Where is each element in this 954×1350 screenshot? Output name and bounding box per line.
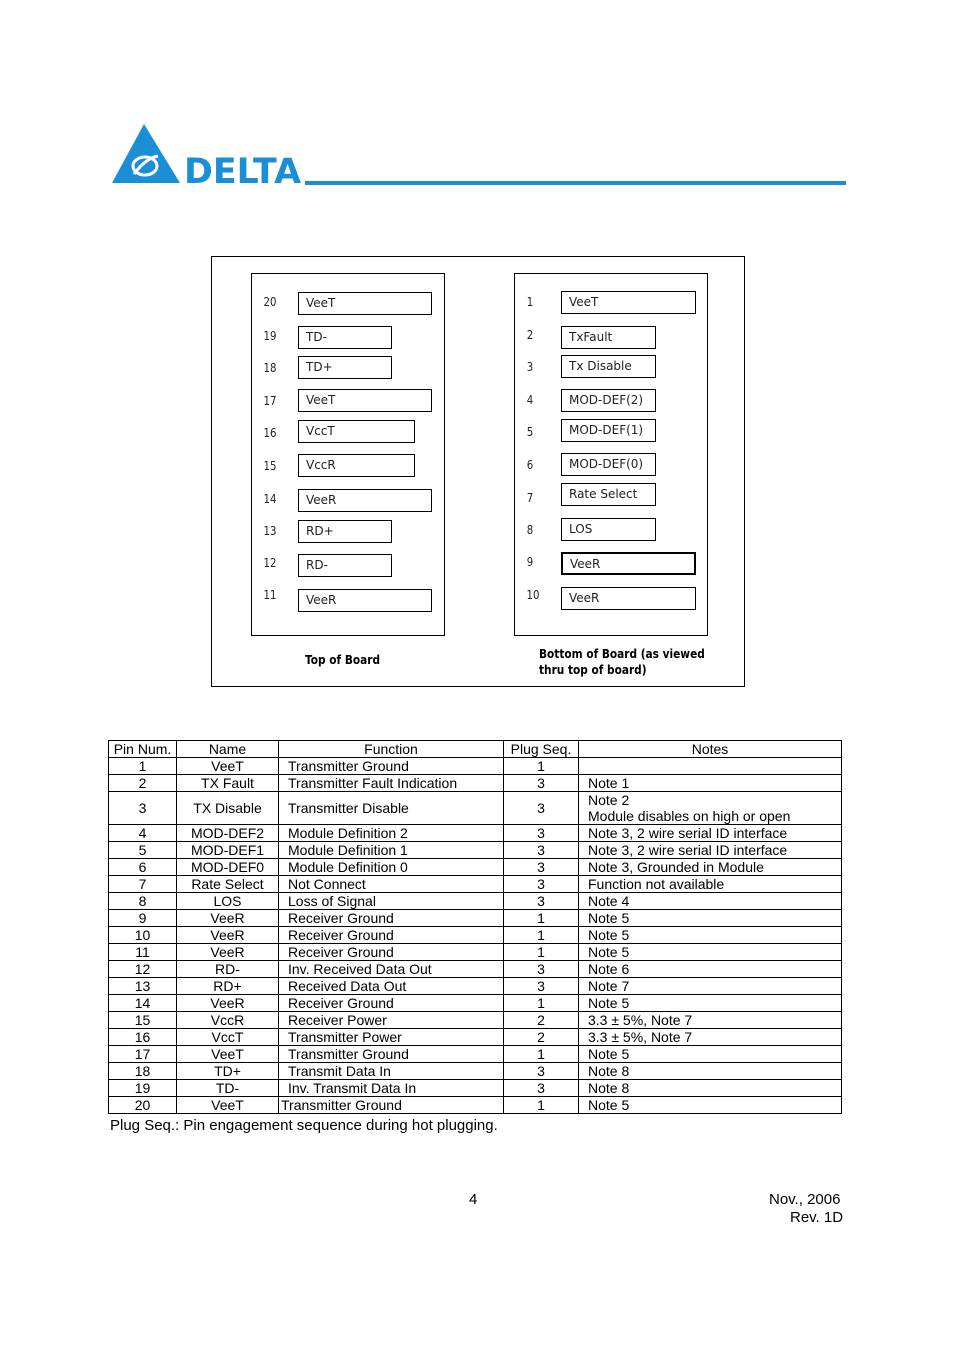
cell-name: MOD-DEF1 (177, 842, 279, 859)
cell-name: VeeR (177, 995, 279, 1012)
bottom-board (514, 273, 708, 636)
table-row (109, 1012, 842, 1029)
cell-plug-seq: 1 (504, 910, 579, 927)
cell-function: Receiver Power (279, 1012, 504, 1029)
cell-name: VeeT (177, 758, 279, 775)
header-plug-seq: Plug Seq. (504, 741, 579, 758)
cell-plug-seq: 3 (504, 978, 579, 995)
cell-pin: 9 (109, 910, 177, 927)
header-pin-num: Pin Num. (109, 741, 177, 758)
header-name: Name (177, 741, 279, 758)
bottom-board-caption-line2: thru top of board) (539, 663, 647, 677)
cell-name: VeeR (177, 910, 279, 927)
cell-function: Receiver Ground (279, 910, 504, 927)
cell-notes: Note 5 (579, 927, 842, 944)
pin-number: 17 (263, 394, 277, 408)
pin-label: Tx Disable (561, 355, 656, 378)
cell-plug-seq: 1 (504, 758, 579, 775)
pin-label: MOD-DEF(2) (561, 389, 656, 412)
cell-pin: 18 (109, 1063, 177, 1080)
pin-number: 20 (263, 295, 277, 309)
cell-pin: 20 (109, 1097, 177, 1114)
pin-label: MOD-DEF(1) (561, 419, 656, 442)
pin-label: VeeR (298, 489, 432, 512)
pin-label: VccT (298, 420, 415, 443)
table-row (109, 1080, 842, 1097)
cell-plug-seq: 3 (504, 825, 579, 842)
pin-number: 1 (526, 295, 534, 309)
table-row (109, 859, 842, 876)
cell-function: Receiver Ground (279, 944, 504, 961)
header-rule (305, 181, 846, 185)
cell-notes: Note 5 (579, 1046, 842, 1063)
cell-plug-seq: 1 (504, 995, 579, 1012)
cell-plug-seq: 3 (504, 792, 579, 825)
pin-number: 16 (263, 426, 277, 440)
pin-number: 4 (526, 393, 534, 407)
top-board-caption: Top of Board (305, 653, 381, 667)
pin-label: TxFault (561, 326, 656, 349)
cell-plug-seq: 1 (504, 927, 579, 944)
cell-pin: 8 (109, 893, 177, 910)
pin-label: VeeR (561, 552, 696, 575)
cell-plug-seq: 3 (504, 842, 579, 859)
cell-function: Transmitter Ground (279, 758, 504, 775)
table-row (109, 978, 842, 995)
cell-notes: 3.3 ± 5%, Note 7 (579, 1029, 842, 1046)
table-row (109, 893, 842, 910)
pin-label: TD- (298, 326, 392, 349)
cell-plug-seq: 3 (504, 1080, 579, 1097)
cell-notes: Note 5 (579, 910, 842, 927)
cell-name: RD- (177, 961, 279, 978)
cell-name: TD+ (177, 1063, 279, 1080)
cell-notes: Note 6 (579, 961, 842, 978)
pin-label: VeeT (298, 292, 432, 315)
cell-function: Transmit Data In (279, 1063, 504, 1080)
plug-seq-footnote: Plug Seq.: Pin engagement sequence during hot plugging. (110, 1117, 498, 1134)
cell-function: Module Definition 2 (279, 825, 504, 842)
pin-number: 10 (526, 588, 540, 602)
cell-function: Transmitter Ground (279, 1097, 504, 1114)
cell-pin: 12 (109, 961, 177, 978)
table-row (109, 961, 842, 978)
cell-function: Transmitter Disable (279, 792, 504, 825)
cell-function: Not Connect (279, 876, 504, 893)
cell-function: Module Definition 0 (279, 859, 504, 876)
cell-name: VeeT (177, 1046, 279, 1063)
delta-logo-graphic (110, 122, 305, 186)
cell-name: VeeT (177, 1097, 279, 1114)
cell-plug-seq: 3 (504, 859, 579, 876)
cell-notes: Note 5 (579, 995, 842, 1012)
pin-label: VeeT (561, 291, 696, 314)
pin-label: Rate Select (561, 483, 656, 506)
cell-name: LOS (177, 893, 279, 910)
cell-function: Transmitter Ground (279, 1046, 504, 1063)
pin-label: VeeR (298, 589, 432, 612)
cell-name: VccT (177, 1029, 279, 1046)
cell-name: TD- (177, 1080, 279, 1097)
notes-line: Module disables on high or open (588, 808, 791, 824)
cell-pin: 10 (109, 927, 177, 944)
table-row (109, 842, 842, 859)
cell-name: VeeR (177, 944, 279, 961)
brand-text: DELTA (184, 152, 301, 186)
table-row (109, 1097, 842, 1114)
pin-label: RD- (298, 554, 392, 577)
top-board (251, 273, 445, 636)
cell-notes: Note 4 (579, 893, 842, 910)
table-row (109, 758, 842, 775)
cell-function: Transmitter Power (279, 1029, 504, 1046)
pin-number: 11 (263, 588, 277, 602)
cell-pin: 13 (109, 978, 177, 995)
cell-pin: 17 (109, 1046, 177, 1063)
pin-label: VeeT (298, 389, 432, 412)
cell-name: TX Disable (177, 792, 279, 825)
table-row (109, 944, 842, 961)
pin-number: 19 (263, 329, 277, 343)
table-row (109, 825, 842, 842)
pin-number: 8 (526, 523, 534, 537)
cell-name: MOD-DEF0 (177, 859, 279, 876)
table-row (109, 792, 842, 825)
cell-pin: 7 (109, 876, 177, 893)
cell-plug-seq: 3 (504, 1063, 579, 1080)
pin-number: 5 (526, 425, 534, 439)
pin-definition-table (108, 740, 842, 1114)
cell-pin: 5 (109, 842, 177, 859)
cell-pin: 16 (109, 1029, 177, 1046)
cell-function: Inv. Transmit Data In (279, 1080, 504, 1097)
cell-notes: Note 8 (579, 1063, 842, 1080)
cell-notes: Function not available (579, 876, 842, 893)
cell-function: Receiver Ground (279, 995, 504, 1012)
cell-notes: Note 3, 2 wire serial ID interface (579, 825, 842, 842)
pin-label: VccR (298, 454, 415, 477)
cell-pin: 14 (109, 995, 177, 1012)
pin-number: 9 (526, 555, 534, 569)
table-row (109, 995, 842, 1012)
footer-revision: Rev. 1D (790, 1209, 844, 1226)
pin-label: RD+ (298, 520, 392, 543)
cell-pin: 1 (109, 758, 177, 775)
pin-number: 14 (263, 492, 277, 506)
pin-number: 7 (526, 491, 534, 505)
pin-number: 18 (263, 361, 277, 375)
cell-function: Transmitter Fault Indication (279, 775, 504, 792)
notes-line: Note 2 (588, 792, 630, 808)
cell-function: Inv. Received Data Out (279, 961, 504, 978)
pin-number: 13 (263, 524, 277, 538)
cell-pin: 11 (109, 944, 177, 961)
cell-notes: Note 7 (579, 978, 842, 995)
pin-label: LOS (561, 518, 656, 541)
header-notes: Notes (579, 741, 842, 758)
pin-diagram (211, 256, 745, 687)
cell-name: VccR (177, 1012, 279, 1029)
cell-name: RD+ (177, 978, 279, 995)
cell-plug-seq: 3 (504, 893, 579, 910)
pin-label: VeeR (561, 587, 696, 610)
table-row (109, 910, 842, 927)
cell-name: VeeR (177, 927, 279, 944)
pin-label: MOD-DEF(0) (561, 453, 656, 476)
cell-notes: Note 3, 2 wire serial ID interface (579, 842, 842, 859)
cell-plug-seq: 3 (504, 876, 579, 893)
table-header-row (109, 741, 842, 758)
pin-number: 6 (526, 458, 534, 472)
cell-pin: 3 (109, 792, 177, 825)
cell-plug-seq: 2 (504, 1029, 579, 1046)
table-row (109, 775, 842, 792)
cell-name: MOD-DEF2 (177, 825, 279, 842)
header-function: Function (279, 741, 504, 758)
table-row (109, 927, 842, 944)
cell-notes: Note 8 (579, 1080, 842, 1097)
table-row (109, 1046, 842, 1063)
cell-plug-seq: 1 (504, 944, 579, 961)
pin-label: TD+ (298, 356, 392, 379)
cell-plug-seq: 3 (504, 961, 579, 978)
table-row (109, 1063, 842, 1080)
cell-plug-seq: 1 (504, 1097, 579, 1114)
cell-function: Module Definition 1 (279, 842, 504, 859)
cell-name: Rate Select (177, 876, 279, 893)
cell-pin: 19 (109, 1080, 177, 1097)
pin-number: 12 (263, 556, 277, 570)
bottom-board-caption-line1: Bottom of Board (as viewed (539, 647, 705, 661)
cell-notes: Note 3, Grounded in Module (579, 859, 842, 876)
cell-name: TX Fault (177, 775, 279, 792)
pin-number: 2 (526, 328, 534, 342)
cell-notes: Note 5 (579, 1097, 842, 1114)
table-row (109, 876, 842, 893)
cell-function: Loss of Signal (279, 893, 504, 910)
pin-number: 15 (263, 459, 277, 473)
cell-pin: 4 (109, 825, 177, 842)
cell-plug-seq: 1 (504, 1046, 579, 1063)
cell-function: Receiver Ground (279, 927, 504, 944)
delta-logo (110, 122, 305, 186)
pin-number: 3 (526, 360, 534, 374)
footer-date: Nov., 2006 (769, 1191, 841, 1208)
table-row (109, 1029, 842, 1046)
cell-plug-seq: 3 (504, 775, 579, 792)
cell-pin: 15 (109, 1012, 177, 1029)
cell-pin: 2 (109, 775, 177, 792)
cell-notes: Note 5 (579, 944, 842, 961)
cell-pin: 6 (109, 859, 177, 876)
cell-notes (579, 792, 842, 825)
page-number: 4 (469, 1191, 478, 1208)
cell-notes: 3.3 ± 5%, Note 7 (579, 1012, 842, 1029)
cell-notes (579, 758, 842, 775)
cell-plug-seq: 2 (504, 1012, 579, 1029)
cell-function: Received Data Out (279, 978, 504, 995)
cell-notes: Note 1 (579, 775, 842, 792)
